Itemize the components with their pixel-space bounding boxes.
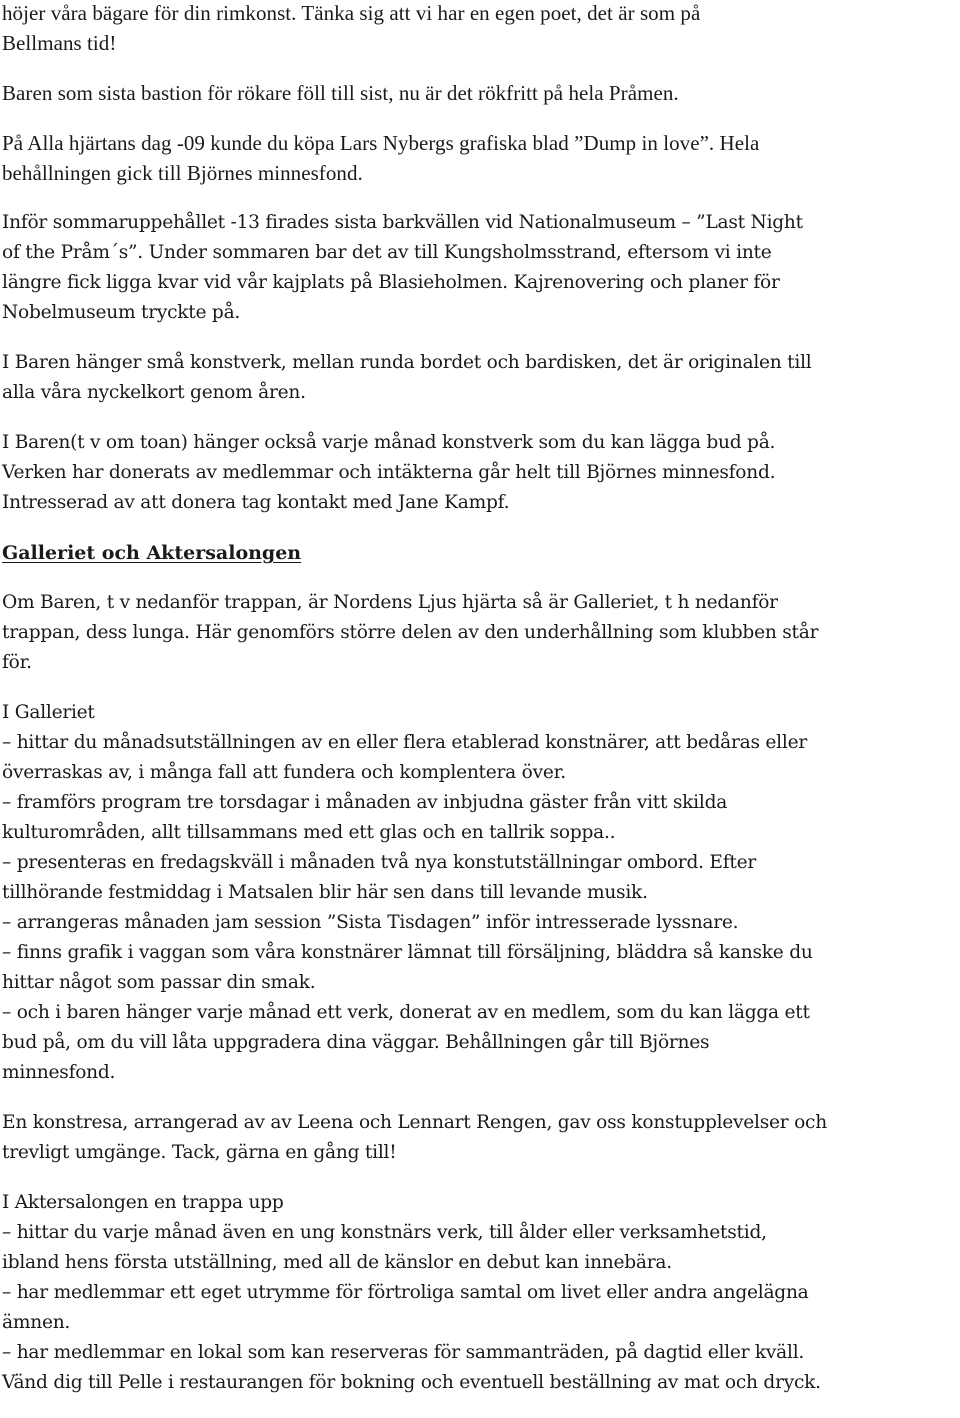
text-line: – hittar du varje månad även en ung konstnärs verk, till ålder eller verksamhetstid,	[2, 1222, 767, 1243]
paragraph-baren-rokfritt	[2, 78, 958, 108]
paragraph-konstverk-nyckelkort	[2, 348, 958, 408]
text-line: trappan, dess lunga. Här genomförs större delen av den underhållning som klubben står	[2, 622, 819, 643]
document-page	[2, 0, 958, 1418]
text-line: överraskas av, i många fall att fundera och komplentera över.	[2, 762, 566, 783]
text-line: Inför sommaruppehållet -13 firades sista barkvällen vid Nationalmuseum – ”Last Night	[2, 212, 803, 233]
text-line: Nobelmuseum tryckte på.	[2, 302, 241, 323]
text-line: I Baren(t v om toan) hänger också varje månad konstverk som du kan lägga bud på.	[2, 432, 776, 453]
text-line: På Alla hjärtans dag -09 kunde du köpa Lars Nybergs grafiska blad ”Dump in love”. Hela	[2, 131, 760, 155]
text-line: I Baren hänger små konstverk, mellan runda bordet och bardisken, det är originalen till	[2, 352, 812, 373]
text-line: – och i baren hänger varje månad ett verk, donerat av en medlem, som du kan lägga ett	[2, 1002, 810, 1023]
paragraph-om-baren	[2, 588, 958, 678]
paragraph-alla-hjartans-dag	[2, 128, 958, 188]
text-line: I Aktersalongen en trappa upp	[2, 1192, 284, 1213]
text-line: Baren som sista bastion för rökare föll till sist, nu är det rökfritt på hela Pråmen.	[2, 81, 679, 105]
paragraph-bud-konstverk	[2, 428, 958, 518]
text-line: för.	[2, 652, 32, 673]
paragraph-sommaruppehall	[2, 208, 958, 328]
text-line: of the Pråm´s”. Under sommaren bar det av till Kungsholmsstrand, eftersom vi inte	[2, 242, 772, 263]
text-line: – finns grafik i vaggan som våra konstnärer lämnat till försäljning, bläddra så kanske du	[2, 942, 813, 963]
text-line: behållningen gick till Björnes minnesfond.	[2, 161, 363, 185]
text-line: Intresserad av att donera tag kontakt med Jane Kampf.	[2, 492, 510, 513]
text-line: minnesfond.	[2, 1062, 116, 1083]
text-line: Vänd dig till Pelle i restaurangen för bokning och eventuell beställning av mat och dryck.	[2, 1372, 821, 1393]
text-line: Bellmans tid!	[2, 31, 117, 55]
text-line: längre fick ligga kvar vid vår kajplats på Blasieholmen. Kajrenovering och planer för	[2, 272, 780, 293]
text-line: Verken har donerats av medlemmar och intäkterna går helt till Björnes minnesfond.	[2, 462, 776, 483]
text-line: kulturområden, allt tillsammans med ett glas och en tallrik soppa..	[2, 822, 616, 843]
section-heading-galleriet: Galleriet och Aktersalongen	[2, 542, 302, 564]
text-line: ibland hens första utställning, med all de känslor en debut kan innebära.	[2, 1252, 672, 1273]
text-line: – presenteras en fredagskväll i månaden två nya konstutställningar ombord. Efter	[2, 852, 756, 873]
paragraph-i-galleriet	[2, 698, 958, 1088]
intro-fragment	[2, 0, 958, 58]
text-line: hittar något som passar din smak.	[2, 972, 316, 993]
text-line: tillhörande festmiddag i Matsalen blir här sen dans till levande musik.	[2, 882, 648, 903]
text-line: – har medlemmar en lokal som kan reserveras för sammanträden, på dagtid eller kväll.	[2, 1342, 805, 1363]
text-line: En konstresa, arrangerad av av Leena och Lennart Rengen, gav oss konstupplevelser och	[2, 1112, 827, 1133]
text-line: – hittar du månadsutställningen av en eller flera etablerad konstnärer, att bedåras eller	[2, 732, 807, 753]
paragraph-aktersalongen	[2, 1188, 958, 1398]
text-line: Om Baren, t v nedanför trappan, är Nordens Ljus hjärta så är Galleriet, t h nedanför	[2, 592, 778, 613]
text-line: – arrangeras månaden jam session ”Sista Tisdagen” inför intresserade lyssnare.	[2, 912, 739, 933]
text-line: bud på, om du vill låta uppgradera dina väggar. Behållningen går till Björnes	[2, 1032, 710, 1053]
text-line: I Galleriet	[2, 702, 95, 723]
paragraph-konstresa	[2, 1108, 958, 1168]
text-line: höjer våra bägare för din rimkonst. Tänka sig att vi har en egen poet, det är som på	[2, 1, 701, 25]
text-line: ämnen.	[2, 1312, 71, 1333]
text-line: alla våra nyckelkort genom åren.	[2, 382, 306, 403]
text-line: – har medlemmar ett eget utrymme för förtroliga samtal om livet eller andra angelägna	[2, 1282, 809, 1303]
text-line: – framförs program tre torsdagar i månaden av inbjudna gäster från vitt skilda	[2, 792, 728, 813]
text-line: trevligt umgänge. Tack, gärna en gång till!	[2, 1142, 397, 1163]
